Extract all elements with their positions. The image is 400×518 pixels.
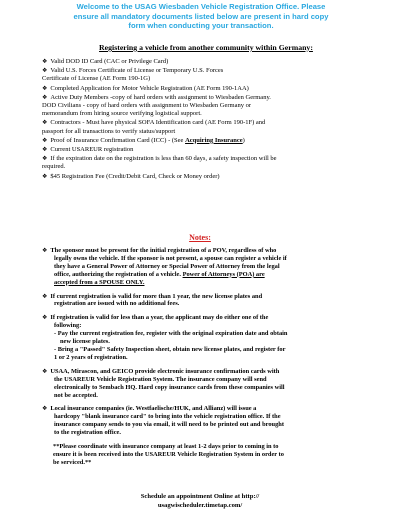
requirements-list: [42, 58, 372, 182]
diamond-bullet-icon: ❖: [42, 58, 48, 65]
requirement-item: ❖ $45 Registration Fee (Credit/Debit Card, Check or Money order): [42, 172, 220, 180]
requirement-item: ❖ Active Duty Members -copy of hard orders with assignment to Wiesbaden Germany. DOD Civilians - copy of hard orders with assignment to Wiesbaden Germany or memorandum from hiring source verifying logistical support.: [42, 93, 271, 118]
requirement-item: ❖ Proof of Insurance Confirmation Card (ICC) - (See Acquiring Insurance): [42, 136, 245, 144]
section-heading: Registering a vehicle from another community within Germany:: [99, 43, 313, 52]
requirement-item: ❖ If the expiration date on the registration is less than 60 days, a safety inspection will be required.: [42, 155, 277, 171]
requirement-item: ❖ Valid DOD ID Card (CAC or Privilege Card): [42, 58, 169, 65]
diamond-bullet-icon: ❖: [42, 136, 48, 144]
diamond-bullet-icon: ❖: [42, 146, 48, 154]
acquiring-insurance-link[interactable]: Acquiring Insurance: [185, 136, 243, 144]
diamond-bullet-icon: ❖: [42, 405, 48, 413]
appointment-footer: [60, 493, 340, 510]
diamond-bullet-icon: ❖: [42, 314, 48, 322]
diamond-bullet-icon: ❖: [42, 367, 48, 375]
diamond-bullet-icon: ❖: [42, 247, 48, 254]
requirement-item: ❖ Valid U.S. Forces Certificate of License or Temporary U.S. Forces Certificate of License (AE Form 190-1G): [42, 67, 224, 83]
diamond-bullet-icon: ❖: [42, 172, 48, 180]
notes-list: [42, 247, 364, 467]
banner-line: ensure all mandatory documents listed below are present in hard copy: [73, 11, 329, 21]
banner-line: Welcome to the USAG Wiesbaden Vehicle Registration Office. Please: [76, 2, 326, 11]
diamond-bullet-icon: ❖: [42, 155, 48, 163]
diamond-bullet-icon: ❖: [42, 292, 48, 300]
diamond-bullet-icon: ❖: [42, 119, 48, 127]
notes-title: Notes:: [189, 233, 211, 242]
requirement-item: ❖ Current USAREUR registration: [42, 146, 134, 154]
note-item: ❖ Local insurance companies (ie. Westfaelische/HUK, and Allianz) will issue a hardcopy "blank insurance card" to bring into the vehicle registration office. If the insurance company sends to you via email, it will need to be printed out and brought to the registration office.: [42, 405, 284, 437]
welcome-banner: [40, 2, 362, 31]
diamond-bullet-icon: ❖: [42, 93, 48, 101]
footer-line: Schedule an appointment Online at http://: [140, 493, 260, 500]
note-item: ❖ If current registration is valid for more than 1 year, the new license plates and registration are issued with no additional fees.: [42, 292, 263, 308]
banner-line: form when conducting your transaction.: [128, 21, 274, 31]
diamond-bullet-icon: ❖: [42, 84, 48, 92]
requirement-item: ❖ Completed Application for Motor Vehicle Registration (AE Form 190-1AA): [42, 84, 249, 92]
diamond-bullet-icon: ❖: [42, 67, 48, 75]
note-item: ❖ If registration is valid for less than a year, the applicant may do either one of the following: - Pay the current registration fee, register with the original expiration date and obtain new license plates. - Bring a "Passed" Safety Inspection sheet, obtain new license plates, and register for 1 or 2 years of registration.: [42, 314, 288, 361]
scheduler-link[interactable]: usagwischeduler.timetap.com/: [157, 501, 243, 509]
note-item: ❖ The sponsor must be present for the initial registration of a POV, regardless of who legally owns the vehicle. If the sponsor is not present, a spouse can register a vehicle if they have a General Power of Attorney or Special Power of Attorney from the legal office, authorizing the registration of a vehicle. Power of Attorneys (POA) are accepted from a SPOUSE ONLY.: [42, 247, 287, 286]
coordination-note: **Please coordinate with insurance company at least 1-2 days prior to coming in to ensure it is been received into the USAREUR Vehicle Registration System in order to be serviced.**: [53, 443, 284, 466]
note-item: ❖ USAA, Mirascon, and GEICO provide electronic insurance confirmation cards with the USAREUR Vehicle Registration System. The insurance company will send electronically to Sembach HQ. Hard copy insurance cards from these companies will not be accepted.: [42, 367, 285, 399]
requirement-item: ❖ Contractors - Must have physical SOFA Identification card (AE Form 190-1F) and passport for all transactions to verify status/support: [42, 119, 266, 135]
